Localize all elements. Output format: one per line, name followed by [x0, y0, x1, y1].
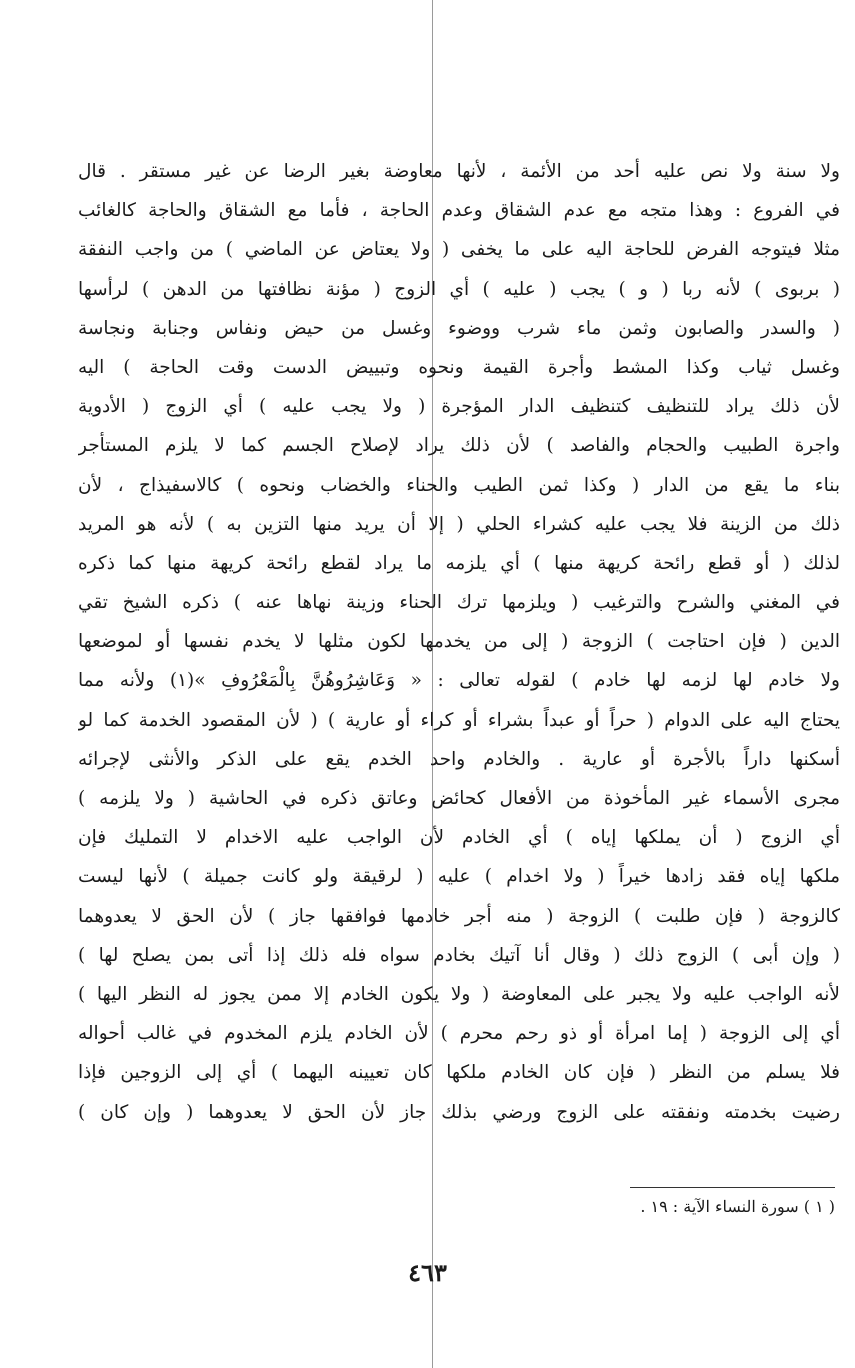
- text-line: يحتاج اليه على الدوام ( حراً أو عبداً بشراء أو كراء أو عارية ) ( لأن المقصود الخدمة كما لو: [78, 709, 840, 731]
- text-line: في المغني والشرح والترغيب ( ويلزمها ترك الحناء وزينة نهاها عنه ) ذكره الشيخ تقي: [78, 592, 840, 614]
- text-line: ولا سنة ولا نص عليه أحد من الأئمة ، لأنها معاوضة بغير الرضا عن غير مستقر . قال: [78, 161, 840, 182]
- text-line: أي إلى الزوجة ( إما امرأة أو ذو رحم محرم ) لأن الخادم يلزم المخدوم في غالب أحواله: [78, 1023, 840, 1045]
- text-line: أسكنها داراً بالأجرة أو عارية . والخادم واحد الخدم يقع على الذكر والأنثى لإجرائه: [78, 748, 840, 770]
- text-line: ذلك من الزينة فلا يجب عليه كشراء الحلي ( إلا أن يريد منها التزين به ) لأنه هو المريد: [78, 513, 840, 535]
- text-line: الدين ( فإن احتاجت ) الزوجة ( إلى من يخدمها لكون مثلها لا يخدم نفسها أو لموضعها: [78, 631, 840, 653]
- text-line: أي الزوج ( أن يملكها إياه ) أي الخادم لأن الواجب عليه الاخدام لا التمليك فإن: [78, 827, 840, 849]
- text-line: رضيت بخدمته ونفقته على الزوج ورضي بذلك جاز لأن الحق لا يعدوهما ( وإن كان ): [78, 1101, 840, 1123]
- text-line: مثلا فيتوجه الفرض للحاجة اليه على ما يخفى ( ولا يعتاض عن الماضي ) من واجب النفقة: [78, 239, 840, 261]
- text-line: كالزوجة ( فإن طلبت ) الزوجة ( منه أجر خادمها فوافقها جاز ) لأن الحق لا يعدوهما: [78, 905, 840, 927]
- footnote: ( ١ ) سورة النساء الآية : ١٩ .: [640, 1197, 835, 1216]
- text-line: ملكها إياه فقد زادها خيراً ( ولا اخدام ) عليه ( لرقيقة ولو كانت جميلة ) لأنها ليست: [78, 866, 840, 888]
- text-line: لأنه الواجب عليه ولا يجبر على المعاوضة ( ولا يكون الخادم إلا ممن يجوز له النظر اليها ): [78, 983, 840, 1005]
- page-number: ٤٦٣: [408, 1258, 447, 1287]
- text-line: وغسل ثياب وكذا المشط وأجرة القيمة ونحوه وتبييض الدست وقت الحاجة ) اليه: [78, 356, 840, 378]
- text-line: في الفروع : وهذا متجه مع عدم الشقاق وعدم الحاجة ، فأما مع الشقاق والحاجة كالغائب: [78, 200, 840, 222]
- text-line: فلا يسلم من النظر ( فإن كان الخادم ملكها كان تعيينه اليهما ) أي إلى الزوجين فإذا: [78, 1062, 840, 1084]
- text-line: مجرى الأسماء غير المأخوذة من الأفعال كحائض وعاتق ذكره في الحاشية ( ولا يلزمه ): [78, 788, 840, 809]
- text-line: ولا خادم لها لزمه لها خادم ) لقوله تعالى : « وَعَاشِرُوهُنَّ بِالْمَعْرُوفِ »(١) ولأنه مما: [78, 670, 840, 692]
- text-line: لأن ذلك يراد للتنظيف كتنظيف الدار المؤجرة ( ولا يجب عليه ) أي الزوج ( الأدوية: [78, 396, 840, 418]
- text-line: بناء ما يقع من الدار ( وكذا ثمن الطيب والحناء والخضاب ونحوه ) كالاسفيذاج ، لأن: [78, 474, 840, 496]
- footnote-separator: [630, 1187, 835, 1188]
- text-line: ( بربوى ) لأنه ربا ( و ) يجب ( عليه ) أي الزوج ( مؤنة نظافتها من الدهن ) لرأسها: [78, 278, 840, 300]
- text-line: ( والسدر والصابون وثمن ماء شرب ووضوء وغسل من حيض ونفاس وجنابة ونجاسة: [78, 317, 840, 339]
- text-line: واجرة الطبيب والحجام والفاصد ) لأن ذلك يراد لإصلاح الجسم كما لا يلزم المستأجر: [78, 435, 840, 457]
- text-line: لذلك ( أو قطع رائحة كريهة منها ) أي يلزمه ما يراد لقطع رائحة كريهة منها كما ذكره: [78, 552, 840, 574]
- main-text-block: [78, 152, 840, 1132]
- text-line: ( وإن أبى ) الزوج ذلك ( وقال أنا آتيك بخادم سواه فله ذلك إذا أتى بمن يصلح لها ): [78, 944, 840, 966]
